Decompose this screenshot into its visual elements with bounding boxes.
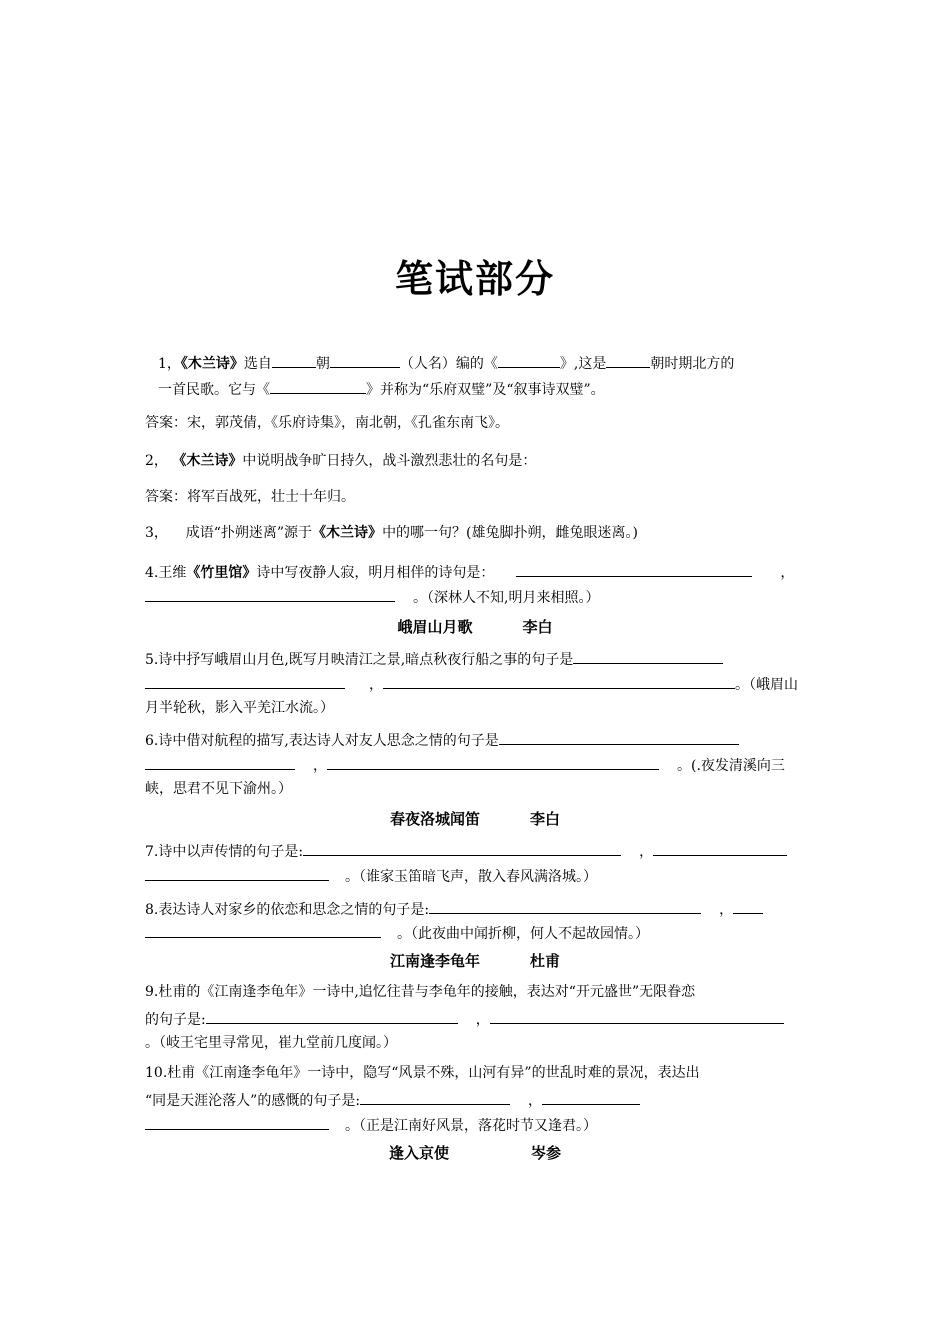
question-text: 一首民歌。它与《 — [158, 382, 270, 398]
question-text: 4.王维 — [145, 565, 187, 581]
question-text: 中说明战争旷日持久，战斗激烈悲壮的名句是： — [242, 453, 537, 469]
question-text: 》,这是 — [559, 356, 607, 372]
question-text: 选自 — [243, 356, 272, 372]
question-1-answer: 答案：宋，郭茂倩，《乐府诗集》，南北朝，《孔雀东南飞》。 — [145, 415, 509, 431]
poem-title: 春夜洛城闻笛 — [389, 810, 480, 828]
blank[interactable] — [516, 561, 752, 577]
poem-heading — [0, 1143, 950, 1163]
comma: ， — [528, 1093, 543, 1109]
question-text: （人名）编的《 — [399, 356, 498, 372]
question-6-line-2 — [145, 754, 785, 776]
question-text: 。（深林人不知,明月来相照。） — [413, 590, 600, 606]
blank[interactable] — [206, 1008, 458, 1024]
question-text: 诗中写夜静人寂，明月相伴的诗句是： — [256, 565, 495, 581]
question-10-line-2 — [145, 1089, 640, 1111]
question-text: 。（正是江南好风景，落花时节又逢君。） — [345, 1118, 597, 1134]
poem-author: 李白 — [522, 618, 553, 636]
blank[interactable] — [145, 865, 329, 881]
blank[interactable] — [499, 729, 739, 745]
comma: ， — [719, 902, 734, 918]
poem-title: 逢入京使 — [388, 1144, 449, 1162]
blank[interactable] — [145, 922, 381, 938]
poem-heading — [0, 809, 950, 829]
blank[interactable] — [145, 673, 345, 689]
question-9-line-3: 。（岐王宅里寻常见，崔九堂前几度闻。） — [145, 1035, 397, 1051]
comma: ， — [313, 758, 327, 774]
question-5-line-1 — [145, 648, 723, 670]
poem-heading — [0, 951, 950, 971]
blank[interactable] — [542, 1089, 640, 1105]
question-text: 朝 — [315, 356, 330, 372]
blank[interactable] — [383, 673, 735, 689]
blank[interactable] — [145, 754, 295, 770]
question-text: 。（峨眉山 — [735, 677, 798, 693]
blank[interactable] — [606, 352, 650, 368]
work-title: 《木兰诗》 — [180, 356, 244, 372]
question-9-line-1: 9.杜甫的《江南逢李龟年》一诗中,追忆往昔与李龟年的接触，表达对“开元盛世”无限眷恋 — [145, 984, 696, 1000]
question-1-line-2 — [158, 378, 605, 400]
poem-heading — [0, 617, 950, 637]
question-text: 7.诗中以声传情的句子是: — [145, 844, 304, 860]
question-3 — [145, 523, 638, 543]
question-text: 。(.夜发清溪向三 — [677, 758, 785, 774]
question-1-line-1 — [158, 352, 734, 374]
poem-title: 江南逢李龟年 — [389, 952, 480, 970]
question-text: 6.诗中借对航程的描写,表达诗人对友人思念之情的句子是 — [145, 733, 499, 749]
question-8-line-1 — [145, 898, 763, 920]
question-5-line-3: 月半轮秋，影入平羌江水流。） — [145, 700, 334, 716]
question-4-line-2 — [145, 586, 599, 608]
blank[interactable] — [573, 648, 723, 664]
work-title: 《木兰诗》 — [172, 453, 243, 469]
blank[interactable] — [303, 840, 621, 856]
question-10-line-1: 10.杜甫《江南逢李龟年》一诗中，隐写“风景不殊，山河有异”的世乱时难的景况，表达出 — [145, 1065, 700, 1081]
question-number: 1， — [158, 356, 181, 372]
question-7-line-2 — [145, 865, 597, 887]
question-text: 。（此夜曲中闻折柳，何人不起故园情。） — [397, 926, 649, 942]
blank[interactable] — [360, 1089, 510, 1105]
blank[interactable] — [490, 1008, 784, 1024]
work-title: 《竹里馆》 — [186, 565, 257, 581]
question-text: 中的哪一句？(雄兔脚扑朔，雌兔眼迷离。) — [382, 525, 638, 541]
question-text: 成语“扑朔迷离”源于 — [185, 525, 313, 541]
comma: ， — [369, 677, 383, 693]
blank[interactable] — [498, 352, 560, 368]
poem-title: 峨眉山月歌 — [397, 618, 473, 636]
comma: ， — [639, 844, 654, 860]
question-6-line-3: 峡，思君不见下渝州。） — [145, 781, 292, 797]
blank[interactable] — [330, 352, 400, 368]
poem-author: 杜甫 — [530, 952, 561, 970]
question-5-line-2 — [145, 673, 798, 695]
poem-author: 岑参 — [531, 1144, 562, 1162]
comma: ， — [475, 1012, 490, 1028]
question-text: 5.诗中抒写峨眉山月色,既写月映清江之景,暗点秋夜行船之事的句子是 — [145, 652, 574, 668]
comma: ， — [780, 565, 795, 581]
blank[interactable] — [270, 378, 366, 394]
question-8-line-2 — [145, 922, 649, 944]
blank[interactable] — [653, 840, 787, 856]
question-4-line-1 — [145, 561, 794, 583]
question-2-answer: 答案：将军百战死，壮士十年归。 — [145, 489, 355, 505]
question-6-line-1 — [145, 729, 739, 751]
question-text: 朝时期北方的 — [650, 356, 735, 372]
question-2 — [145, 451, 536, 471]
question-number: 3， — [145, 525, 168, 541]
blank[interactable] — [327, 754, 659, 770]
question-number: 2， — [145, 453, 168, 469]
question-10-line-3 — [145, 1114, 597, 1136]
question-text: “同是天涯沦落人”的感慨的句子是: — [145, 1093, 361, 1109]
blank[interactable] — [733, 898, 763, 914]
question-9-line-2 — [145, 1008, 784, 1030]
work-title: 《木兰诗》 — [312, 525, 383, 541]
question-text: 。（谁家玉笛暗飞声，散入春风满洛城。） — [345, 869, 597, 885]
question-text: 》并称为“乐府双璧”及“叙事诗双璧”。 — [366, 382, 605, 398]
page-title: 笔试部分 — [394, 256, 555, 301]
blank[interactable] — [145, 586, 395, 602]
question-text: 8.表达诗人对家乡的依恋和思念之情的句子是: — [145, 902, 430, 918]
blank[interactable] — [145, 1114, 329, 1130]
question-text: 的句子是: — [145, 1012, 206, 1028]
blank[interactable] — [272, 352, 316, 368]
blank[interactable] — [429, 898, 701, 914]
question-7-line-1 — [145, 840, 787, 862]
poem-author: 李白 — [530, 810, 561, 828]
